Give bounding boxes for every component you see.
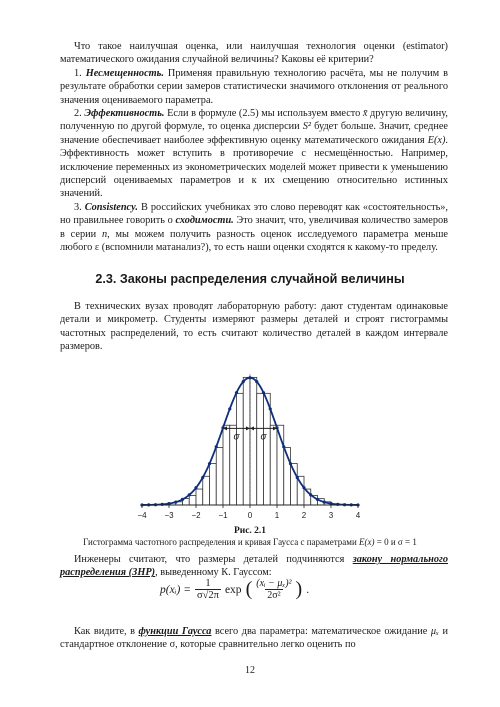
histogram-bar-7: [189, 495, 196, 505]
criterion-efficiency: 2. Эффективность. Если в формуле (2.5) мы используем вместо x̄ другую величину, полученную по другой формуле, то оценка дисперсии S² будет больше. Значит, среднее значение обеспечивает наиболее эффективную оценку математического ожидания E(x). Эффективность может вступить в противоречие с несмещённостью. Например, исключение переменных из эконометрических моделей может привести к уменьшению дисперсий оцениваемых параметров и к их смещению относительно истинных значений.: [60, 108, 449, 200]
term-gauss-function: функции Гаусса: [138, 626, 212, 637]
histogram-bar-19: [270, 425, 277, 505]
gauss-function-paragraph: Как видите, в функции Гаусса всего два параметра: математическое ожидание μₓ и стандартное отклонение σ, которые сравнительно легко оценить по: [60, 626, 449, 651]
gauss-formula: p(xᵢ) = $\frac{1}{\sigma√2\pi}$ exp ( (xᵢ − μₓ)² 2σ² ) .: [160, 578, 310, 601]
curve-point: [255, 380, 258, 383]
histogram-bar-15: [243, 377, 250, 505]
curve-point: [282, 445, 285, 448]
x-tick-label: −2: [191, 511, 201, 520]
figure-caption-text: Гистограмма частотного распределения и кривая Гаусса с параметрами E(x) = 0 и σ = 1: [83, 537, 417, 547]
curve-point: [194, 486, 197, 489]
x-tick-label: −4: [137, 511, 147, 520]
histogram-bar-9: [203, 476, 210, 505]
criterion-consistency: 3. Consistency. В российских учебниках это слово переводят как «состоятельность», но правильнее говорить о сходимости. Это значит, что, увеличивая количество замеров в серии n, мы можем получить разность оценок исследуемого параметра меньше любого ε (вспомнили матанализ?), то есть наши оценки сходятся к какому-то пределу.: [60, 201, 448, 254]
histogram-bar-8: [196, 489, 203, 505]
paragraph-question: Что такое наилучшая оценка, или наилучшая технология оценки (estimator) математического ожидания случайной величины? Каковы её критерии?: [60, 41, 448, 66]
curve-point: [188, 493, 191, 496]
curve-point: [174, 500, 177, 503]
engineers-paragraph: Инженеры считают, что размеры деталей подчиняются закону нормального распределения (ЗНР), выведенному К. Гауссом:: [60, 554, 448, 579]
intro-paragraph: В технических вузах проводят лабораторную работу: дают студентам одинаковые детали и микрометр. Студенты измеряют размеры деталей и строят гистограммы частотных распределений, то есть считают количество деталей в каждом интервале размеров.: [60, 301, 448, 353]
curve-point: [228, 407, 231, 410]
curve-point: [215, 445, 218, 448]
term-consistency: Consistency.: [84, 201, 138, 213]
curve-point: [235, 391, 238, 394]
curve-point: [262, 391, 265, 394]
page-number: 12: [245, 665, 255, 676]
curve-point: [201, 476, 204, 479]
x-tick-label: −3: [164, 511, 174, 520]
curve-point: [316, 498, 319, 501]
curve-point: [289, 462, 292, 465]
curve-point: [309, 493, 312, 496]
term-normal-law: закону нормального распределения (ЗНР): [60, 554, 448, 579]
curve-point: [242, 380, 245, 383]
x-tick-label: 3: [328, 511, 334, 520]
histogram-bar-17: [257, 393, 264, 505]
criteria-text: [60, 40, 448, 255]
curve-point: [302, 486, 305, 489]
x-tick-label: −1: [218, 511, 228, 520]
criterion-unbiasedness: 1. Несмещенность. Применяя правильную технологию расчёта, мы не получим в результате обработки серии замеров статистически значимого отклонения от реального значения оцениваемого параметра.: [60, 67, 449, 106]
curve-point: [296, 476, 299, 479]
sigma-label-left: σ: [233, 431, 240, 443]
figure-caption: [40, 526, 460, 548]
curve-point: [181, 498, 184, 501]
x-tick-label: 1: [274, 511, 280, 520]
term-efficiency: Эффективность.: [84, 108, 165, 120]
histogram-figure: [130, 365, 370, 525]
histogram-bar-16: [250, 377, 257, 505]
x-tick-label: 4: [355, 511, 361, 520]
histogram-bar-14: [237, 393, 244, 505]
section-heading: 2.3. Законы распределения случайной величины: [95, 272, 405, 286]
x-tick-label: 2: [301, 511, 307, 520]
histogram-bar-10: [210, 464, 217, 505]
term-convergence: сходимости.: [175, 215, 234, 227]
histogram-bar-11: [216, 448, 223, 505]
curve-point: [323, 500, 326, 503]
histogram-bar-12: [223, 425, 230, 505]
curve-point: [208, 462, 211, 465]
sigma-label-right: σ: [260, 431, 267, 443]
term-unbiasedness: Несмещенность.: [85, 67, 164, 79]
figure-number: Рис. 2.1: [233, 526, 267, 536]
x-tick-label: 0: [247, 511, 253, 520]
curve-point: [269, 407, 272, 410]
